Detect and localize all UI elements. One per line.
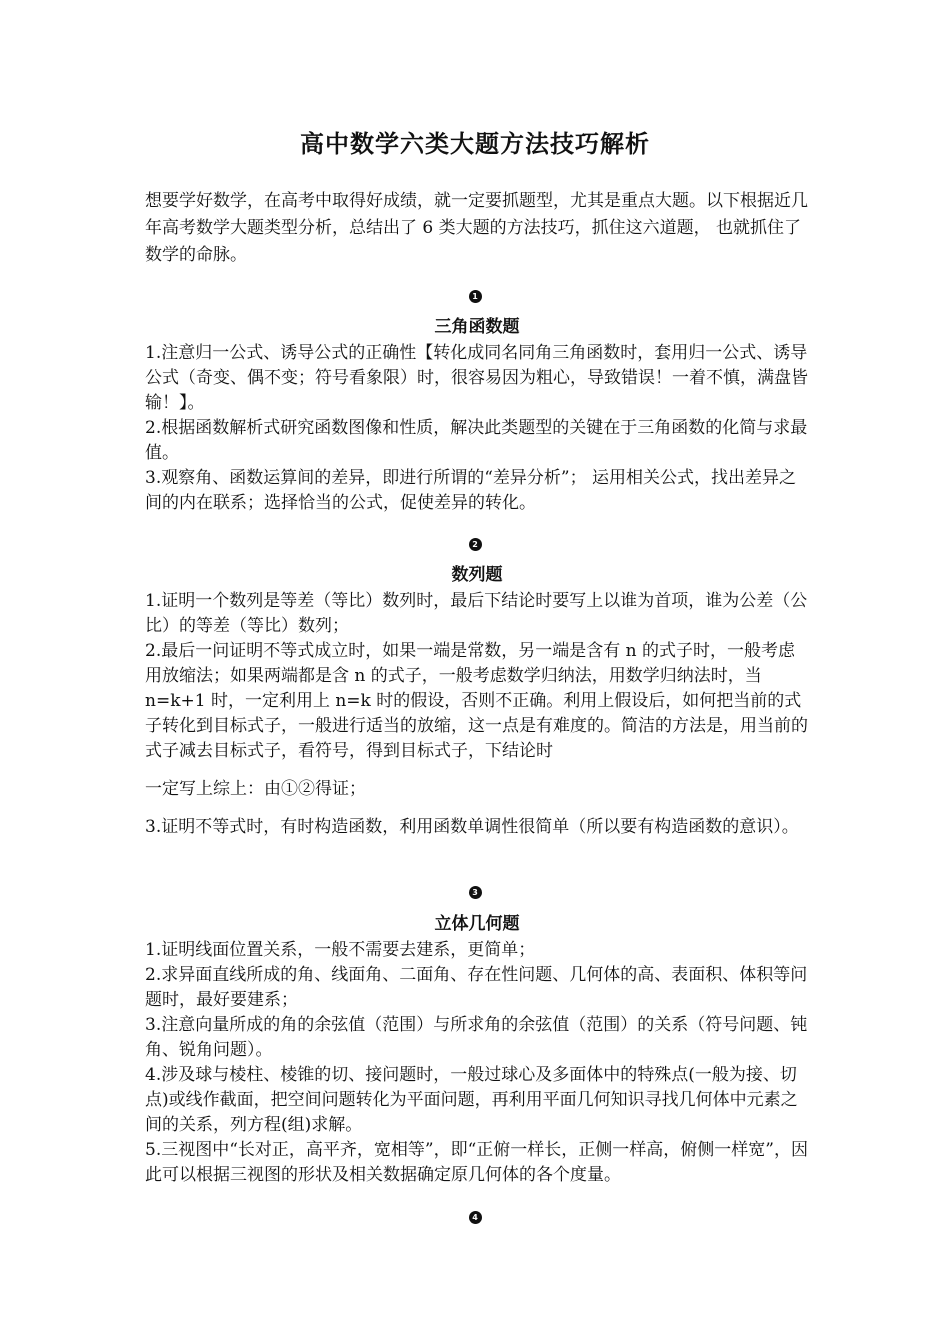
section-sequences (145, 563, 809, 840)
list-item: 2.求异面直线所成的角、线面角、二面角、存在性问题、几何体的高、表面积、体积等问题时，最好要建系； (145, 965, 808, 1010)
section-marker-2 (0, 532, 950, 551)
list-item: 1.注意归一公式、诱导公式的正确性【转化成同名同角三角函数时，套用归一公式、诱导公式（奇变、偶不变；符号看象限）时，很容易因为粗心，导致错误！一着不慎，满盘皆输！】。 (145, 343, 808, 413)
list-item: 3.证明不等式时，有时构造函数，利用函数单调性很简单（所以要有构造函数的意识）。 (145, 817, 799, 837)
list-item: 1.证明一个数列是等差（等比）数列时，最后下结论时要写上以谁为首项，谁为公差（公比）的等差（等比）数列； (145, 591, 808, 636)
list-item: 4.涉及球与棱柱、棱锥的切、接问题时，一般过球心及多面体中的特殊点(一般为接、切点)或线作截面，把空间问题转化为平面问题，再利用平面几何知识寻找几何体中元素之间的关系，列方程(组)求解。 (145, 1065, 798, 1135)
section-marker-4 (0, 1205, 950, 1224)
list-item: 2.最后一问证明不等式成立时，如果一端是常数，另一端是含有 n 的式子时，一般考虑用放缩法；如果两端都是含 n 的式子，一般考虑数学归纳法，用数学归纳法时，当 n=k+1 时，一定利用上 n=k 时的假设，否则不正确。利用上假设后，如何把当前的式子转化到目标式子，一般进行适当的放缩，这一点是有难度的。简洁的方法是，用当前的式子减去目标式子，看符号，得到目标式子，下结论时 (145, 641, 808, 761)
circled-number-icon: 2 (469, 538, 482, 551)
circled-number-icon: 1 (469, 290, 482, 303)
section-heading: 数列题 (451, 565, 503, 585)
section-solid-geometry (145, 912, 809, 1188)
list-item: 2.根据函数解析式研究函数图像和性质，解决此类题型的关键在于三角函数的化简与求最值。 (145, 418, 808, 463)
section-heading: 三角函数题 (434, 317, 520, 337)
document-title: 高中数学六类大题方法技巧解析 (300, 130, 650, 158)
list-item: 1.证明线面位置关系，一般不需要去建系，更简单； (145, 940, 536, 960)
circled-number-icon: 4 (469, 1211, 482, 1224)
list-item: 3.观察角、函数运算间的差异，即进行所谓的“差异分析”； 运用相关公式，找出差异之间的内在联系；选择恰当的公式，促使差异的转化。 (145, 468, 797, 513)
list-item: 一定写上综上：由①②得证； (145, 779, 366, 799)
section-heading: 立体几何题 (434, 914, 520, 934)
section-marker-1 (0, 284, 950, 303)
intro-paragraph: 想要学好数学，在高考中取得好成绩，就一定要抓题型，尤其是重点大题。以下根据近几年高考数学大题类型分析，总结出了 6 类大题的方法技巧，抓住这六道题， 也就抓住了数学的命脉。 (145, 191, 808, 265)
list-item: 3.注意向量所成的角的余弦值（范围）与所求角的余弦值（范围）的关系（符号问题、钝角、锐角问题）。 (145, 1015, 808, 1060)
section-marker-3 (0, 880, 950, 899)
list-item: 5.三视图中“长对正，高平齐，宽相等”，即“正俯一样长，正侧一样高，俯侧一样宽”，因此可以根据三视图的形状及相关数据确定原几何体的各个度量。 (145, 1140, 808, 1185)
section-trigonometry (145, 315, 809, 516)
circled-number-icon: 3 (469, 886, 482, 899)
